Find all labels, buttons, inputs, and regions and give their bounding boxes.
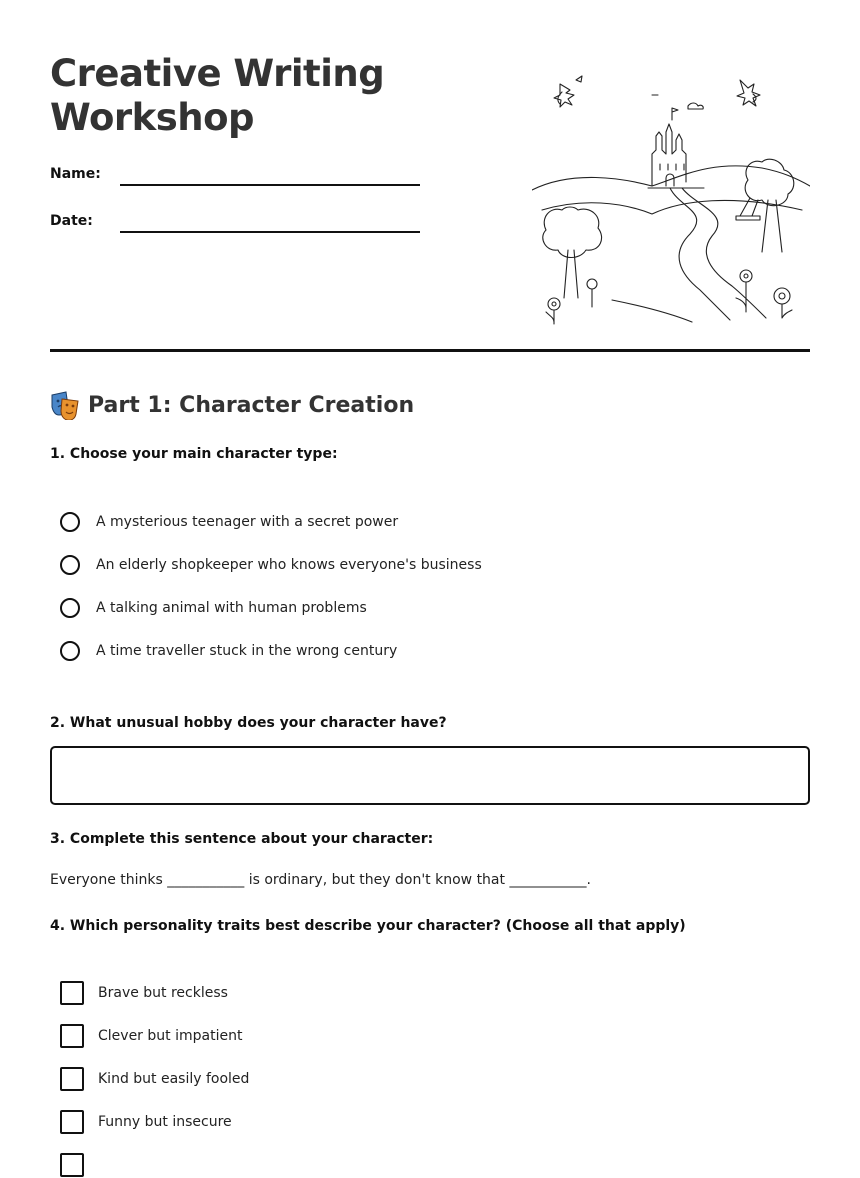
grass-line [612, 300, 692, 322]
q4-option-3-label: Kind but easily fooled [98, 1071, 250, 1087]
hobby-answer-box[interactable] [50, 746, 810, 805]
dragon-right-illustration [737, 80, 760, 106]
path-left-edge [670, 188, 730, 320]
question-4-prompt: 4. Which personality traits best describe your character? (Choose all that apply) [50, 918, 686, 934]
name-input[interactable] [120, 184, 420, 186]
flowers-left-illustration [546, 279, 597, 324]
q1-option-1[interactable] [60, 509, 398, 535]
q4-option-5[interactable] [60, 1152, 84, 1178]
right-tree-illustration [736, 159, 794, 252]
q1-option-2[interactable] [60, 552, 482, 578]
castle-illustration [648, 108, 704, 188]
date-label: Date: [50, 213, 93, 229]
worksheet-title: Creative Writing Workshop [50, 52, 385, 139]
q4-option-1[interactable] [60, 980, 228, 1006]
q4-option-2-label: Clever but impatient [98, 1028, 243, 1044]
q1-option-4[interactable] [60, 638, 397, 664]
q4-option-4-checkbox[interactable] [60, 1110, 84, 1134]
q1-option-3-label: A talking animal with human problems [96, 600, 367, 616]
q1-option-2-label: An elderly shopkeeper who knows everyone's business [96, 557, 482, 573]
question-2-prompt: 2. What unusual hobby does your character have? [50, 715, 447, 731]
sentence-completion: Everyone thinks ___________ is ordinary, but they don't know that ___________. [50, 872, 591, 888]
castle-landscape-illustration [532, 70, 810, 332]
name-label: Name: [50, 166, 101, 182]
q4-option-4-label: Funny but insecure [98, 1114, 232, 1130]
date-input[interactable] [120, 231, 420, 233]
question-3-prompt: 3. Complete this sentence about your character: [50, 831, 434, 847]
date-field-row [50, 209, 420, 239]
header-divider [50, 349, 810, 352]
q1-option-4-label: A time traveller stuck in the wrong century [96, 643, 398, 659]
name-field-row [50, 162, 420, 192]
theater-masks-icon [50, 390, 80, 420]
part1-heading [50, 389, 414, 421]
q1-option-3-radio[interactable] [60, 598, 80, 618]
q4-option-5-checkbox[interactable] [60, 1153, 84, 1177]
q4-option-1-label: Brave but reckless [98, 985, 228, 1001]
q4-option-4[interactable] [60, 1109, 232, 1135]
small-cloud [688, 103, 703, 109]
q4-option-2-checkbox[interactable] [60, 1024, 84, 1048]
back-hill [532, 166, 810, 190]
mid-hill [542, 200, 802, 214]
q1-option-2-radio[interactable] [60, 555, 80, 575]
q1-option-4-radio[interactable] [60, 641, 80, 661]
left-tree-illustration [543, 207, 602, 298]
q4-option-1-checkbox[interactable] [60, 981, 84, 1005]
path-right-edge [682, 188, 766, 318]
q4-option-3[interactable] [60, 1066, 249, 1092]
flowers-right-illustration [736, 270, 792, 318]
question-1-prompt: 1. Choose your main character type: [50, 446, 338, 462]
part1-heading-text: Part 1: Character Creation [88, 392, 415, 418]
q4-option-2[interactable] [60, 1023, 242, 1049]
q1-option-1-radio[interactable] [60, 512, 80, 532]
q1-option-1-label: A mysterious teenager with a secret power [96, 514, 399, 530]
q4-option-3-checkbox[interactable] [60, 1067, 84, 1091]
q1-option-3[interactable] [60, 595, 367, 621]
dragon-left-illustration [554, 76, 582, 107]
